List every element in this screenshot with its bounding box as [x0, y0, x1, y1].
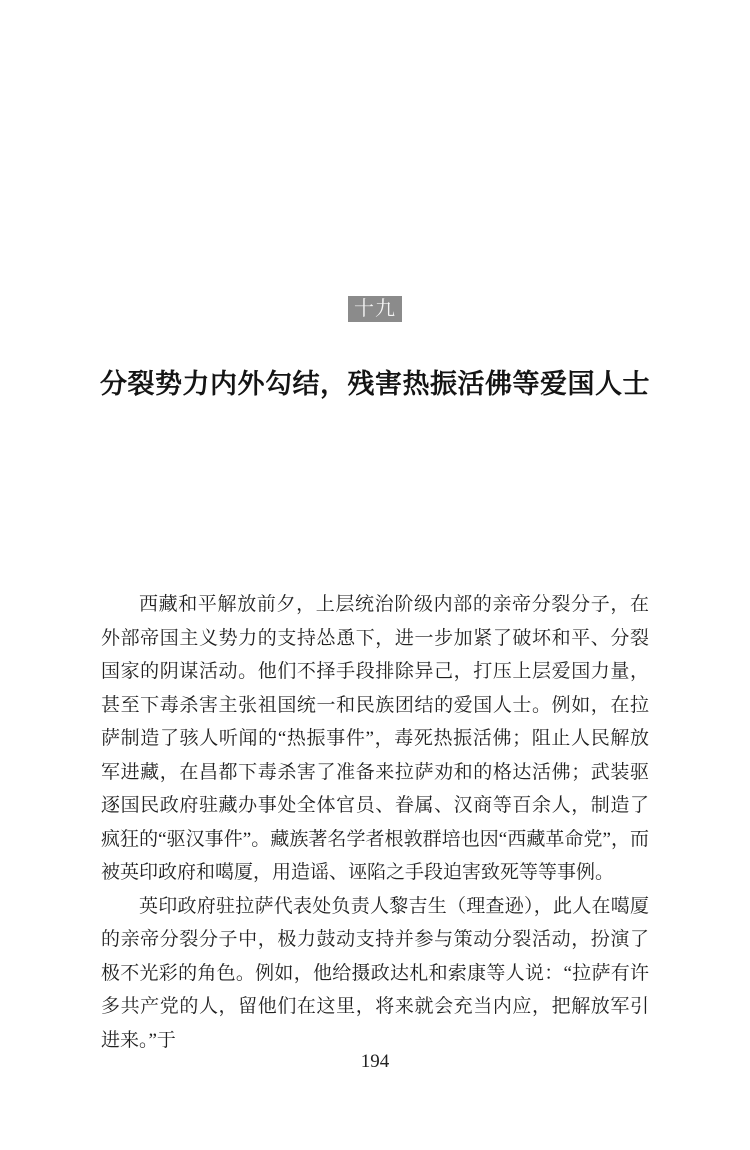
- body-text-block: [101, 588, 649, 1057]
- chapter-number-badge: 十九: [348, 296, 402, 322]
- chapter-title: 分裂势力内外勾结，残害热振活佛等爱国人士: [100, 369, 650, 400]
- paragraph-1: 西藏和平解放前夕，上层统治阶级内部的亲帝分裂分子，在外部帝国主义势力的支持怂恿下，进一步加紧了破坏和平、分裂国家的阴谋活动。他们不择手段排除异己，打压上层爱国力量，甚至下毒杀害主张祖国统一和民族团结的爱国人士。例如，在拉萨制造了骇人听闻的“热振事件”，毒死热振活佛；阻止人民解放军进藏，在昌都下毒杀害了准备来拉萨劝和的格达活佛；武装驱逐国民政府驻藏办事处全体官员、眷属、汉商等百余人，制造了疯狂的“驱汉事件”。藏族著名学者根敦群培也因“西藏革命党”，而被英印政府和噶厦，用造谣、诬陷之手段迫害致死等等事例。: [101, 594, 649, 883]
- page-number: 194: [360, 1051, 390, 1072]
- paragraph-2: 英印政府驻拉萨代表处负责人黎吉生（理查逊），此人在噶厦的亲帝分裂分子中，极力鼓动支持并参与策动分裂活动，扮演了极不光彩的角色。例如，他给摄政达札和索康等人说：“拉萨有许多共产党的人，留他们在这里，将来就会充当内应，把解放军引进来。”于: [101, 895, 649, 1051]
